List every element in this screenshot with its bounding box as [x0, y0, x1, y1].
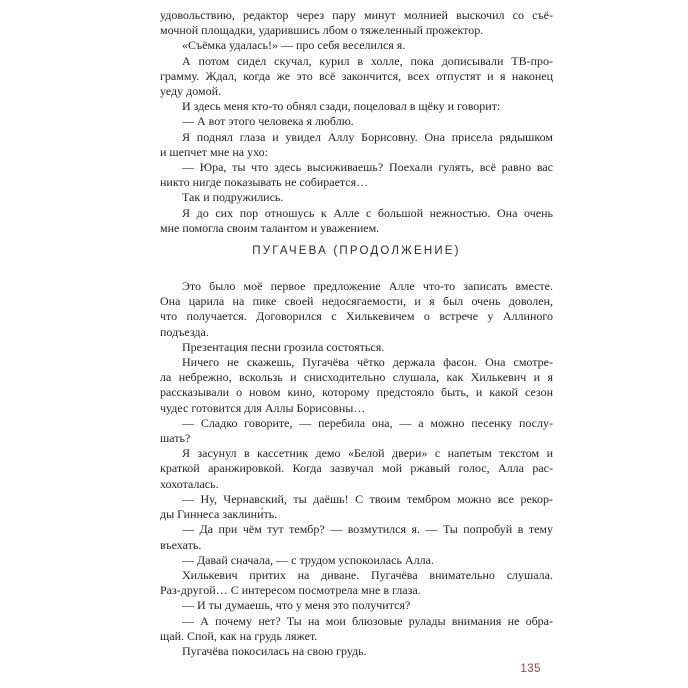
paragraph: [160, 522, 553, 552]
text-line: удовольствию, редактор через пару минут молнией выскочил со съё-: [160, 8, 553, 22]
text-line: И здесь меня кто-то обнял сзади, поцеловал в щёку и говорит:: [182, 99, 501, 114]
text-line: чудес готовится для Аллы Борисовны…: [160, 400, 366, 415]
page-number: 135: [520, 663, 541, 675]
text-line: и шепчет мне на ухо:: [160, 144, 268, 159]
text-line: краткой аранжировкой. Когда зазвучал мой ржавый голос, Алла рас-: [160, 461, 553, 476]
text-line: грамму. Ждал, когда же это всё закончится, всех отпустят и я наконец: [160, 68, 553, 83]
text-line: мочной площадки, ударившись лбом о тяжеленный прожектор.: [160, 23, 484, 38]
paragraph: [160, 160, 553, 190]
paragraph: [160, 568, 553, 598]
text-line: Пугачёва покосилась на свою грудь.: [182, 643, 367, 658]
section-heading: ПУГАЧЕВА (ПРОДОЛЖЕНИЕ): [252, 245, 461, 258]
paragraph: [160, 99, 553, 114]
text-line: Так и подружились.: [182, 190, 284, 205]
text-line: Я до сих пор отношусь к Алле с большой нежностью. Она очень: [182, 205, 553, 220]
page-text-block: [160, 8, 553, 659]
text-line: ды Гиннеса заклини́ть.: [160, 507, 278, 522]
text-line: что получается. Договорился с Хилькевичем о встрече у Аллиного: [160, 309, 553, 324]
paragraph: [160, 492, 553, 522]
text-line: — Юра, ты что здесь высиживаешь? Поехали гулять, всё равно вас: [182, 160, 553, 175]
text-line: — И ты думаешь, что у меня это получится?: [182, 598, 411, 613]
text-line: — Да при чём тут тембр? — возмутился я. — Ты попробуй в тему: [182, 522, 553, 537]
paragraph: [160, 355, 553, 416]
paragraph: [160, 446, 553, 492]
paragraph: [160, 416, 553, 446]
paragraph: [160, 598, 553, 613]
text-line: никто нигде показывать не собирается…: [160, 175, 369, 190]
paragraph: [160, 190, 553, 205]
text-line: Ничего не скажешь, Пугачёва чётко держала фасон. Она смотре-: [182, 355, 553, 370]
text-line: А потом сидел скучал, курил в холле, пока дописывали ТВ-про-: [182, 53, 553, 68]
text-line: Раз-другой… С интересом посмотрела мне в глаза.: [160, 583, 421, 598]
paragraph: [160, 340, 553, 355]
text-line: — Сладко говорите, — перебила она, — а можно песенку послу-: [182, 415, 553, 430]
text-line: подъезда.: [160, 324, 209, 339]
text-line: Она царила на пике своей недосягаемости, и я был очень доволен,: [160, 294, 553, 309]
text-line: «Съёмка удалась!» — про себя веселился я.: [182, 38, 406, 53]
text-line: — А почему нет? Ты на мои блюзовые рулады внимания не обра-: [182, 613, 553, 628]
text-line: Хилькевич притих на диване. Пугачёва внимательно слушала.: [182, 567, 553, 582]
paragraph: [160, 54, 553, 100]
text-line: — Ну, Чернавский, ты даёшь! С твоим тембром можно все рекор-: [182, 491, 553, 506]
paragraph: [160, 279, 553, 340]
text-line: рассказывали о новом кино, которому предстояло быть, и какой сезон: [160, 385, 553, 400]
paragraph: [160, 130, 553, 160]
paragraph: [160, 614, 553, 644]
paragraph: [160, 644, 553, 659]
text-line: въехать.: [160, 537, 202, 552]
text-line: мне помогла своим талантом и уважением.: [160, 220, 380, 235]
text-line: ла небрежно, вскользь и снисходительно слушала, как Хилькевич и я: [160, 370, 553, 385]
text-line: хохоталась.: [160, 476, 219, 491]
text-line: Презентация песни грозила состояться.: [182, 339, 385, 354]
text-line: щай. Спой, как на грудь ляжет.: [160, 628, 318, 643]
paragraph: [160, 8, 553, 38]
text-line: уеду домой.: [160, 84, 222, 99]
text-line: Это было моё первое предложение Алле что-то записать вместе.: [182, 279, 553, 294]
text-line: шать?: [160, 431, 191, 446]
paragraph: [160, 38, 553, 53]
text-line: — А вот этого человека я люблю.: [182, 114, 354, 129]
paragraph: [160, 553, 553, 568]
text-line: — Давай сначала, — с трудом успокоилась Алла.: [182, 552, 434, 567]
text-line: Я поднял глаза и увидел Аллу Борисовну. Она присела рядышком: [182, 129, 553, 144]
paragraph: [160, 206, 553, 236]
text-line: Я засунул в кассетник демо «Белой двери» с напетым текстом и: [182, 446, 553, 461]
paragraph: [160, 114, 553, 129]
